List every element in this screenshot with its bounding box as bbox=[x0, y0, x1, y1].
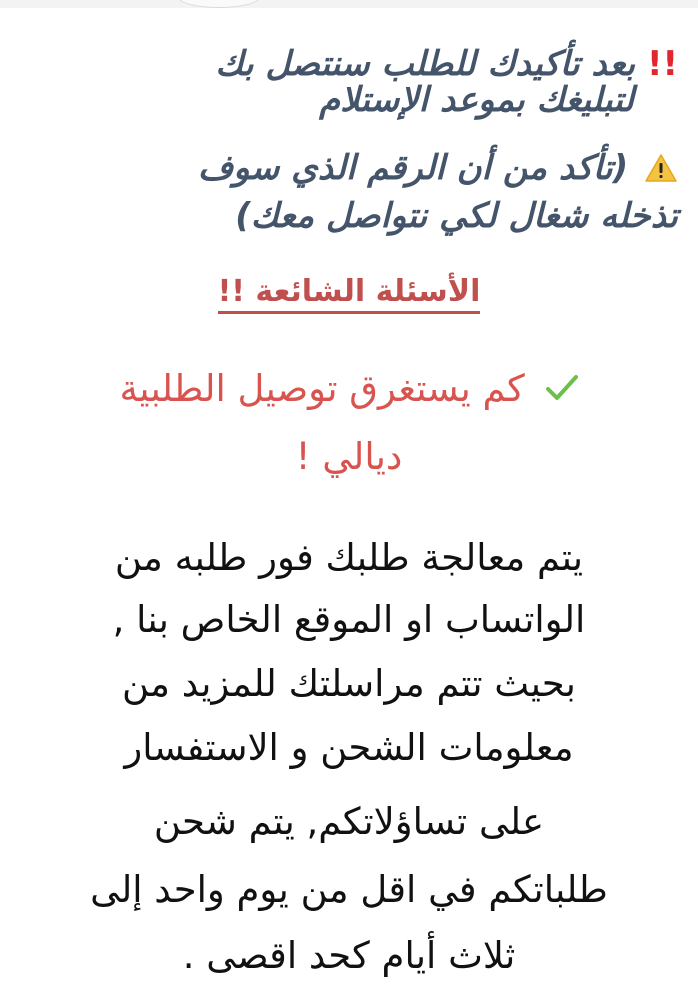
answer-line: معلومات الشحن و الاستفسار bbox=[124, 726, 574, 769]
warning-icon bbox=[644, 152, 678, 182]
notice-text-1: بعد تأكيدك للطلب سنتصل بك bbox=[215, 44, 636, 84]
answer-line: يتم معالجة طلبك فور طلبه من bbox=[114, 536, 584, 579]
warning-text-1: (تأكد من أن الرقم الذي سوف bbox=[198, 148, 629, 188]
notice-line-1 bbox=[20, 44, 678, 84]
answer-line: ثلاث أيام كحد اقصى . bbox=[182, 934, 516, 977]
warning-line-1 bbox=[20, 148, 678, 188]
answer-line: الواتساب او الموقع الخاص بنا , bbox=[112, 598, 586, 641]
faq-title: الأسئلة الشائعة !! bbox=[0, 272, 698, 312]
answer-line: على تساؤلاتكم, يتم شحن bbox=[153, 800, 545, 843]
faq-question-line-1 bbox=[20, 364, 678, 414]
faq-question-line-2: ديالي ! bbox=[295, 435, 403, 478]
check-mark-icon bbox=[545, 366, 579, 396]
answer-line: بحيث تتم مراسلتك للمزيد من bbox=[122, 662, 576, 705]
question-text-1: كم يستغرق توصيل الطلبية bbox=[119, 367, 525, 410]
double-exclamation-icon: !! bbox=[646, 44, 678, 84]
top-divider-arc bbox=[178, 0, 260, 8]
top-divider bbox=[0, 0, 698, 8]
warning-line-2: تذخله شغال لكي نتواصل معك) bbox=[235, 196, 678, 236]
answer-line: طلباتكم في اقل من يوم واحد إلى bbox=[90, 868, 608, 911]
notice-line-2: لتبليغك بموعد الإستلام bbox=[319, 80, 634, 120]
